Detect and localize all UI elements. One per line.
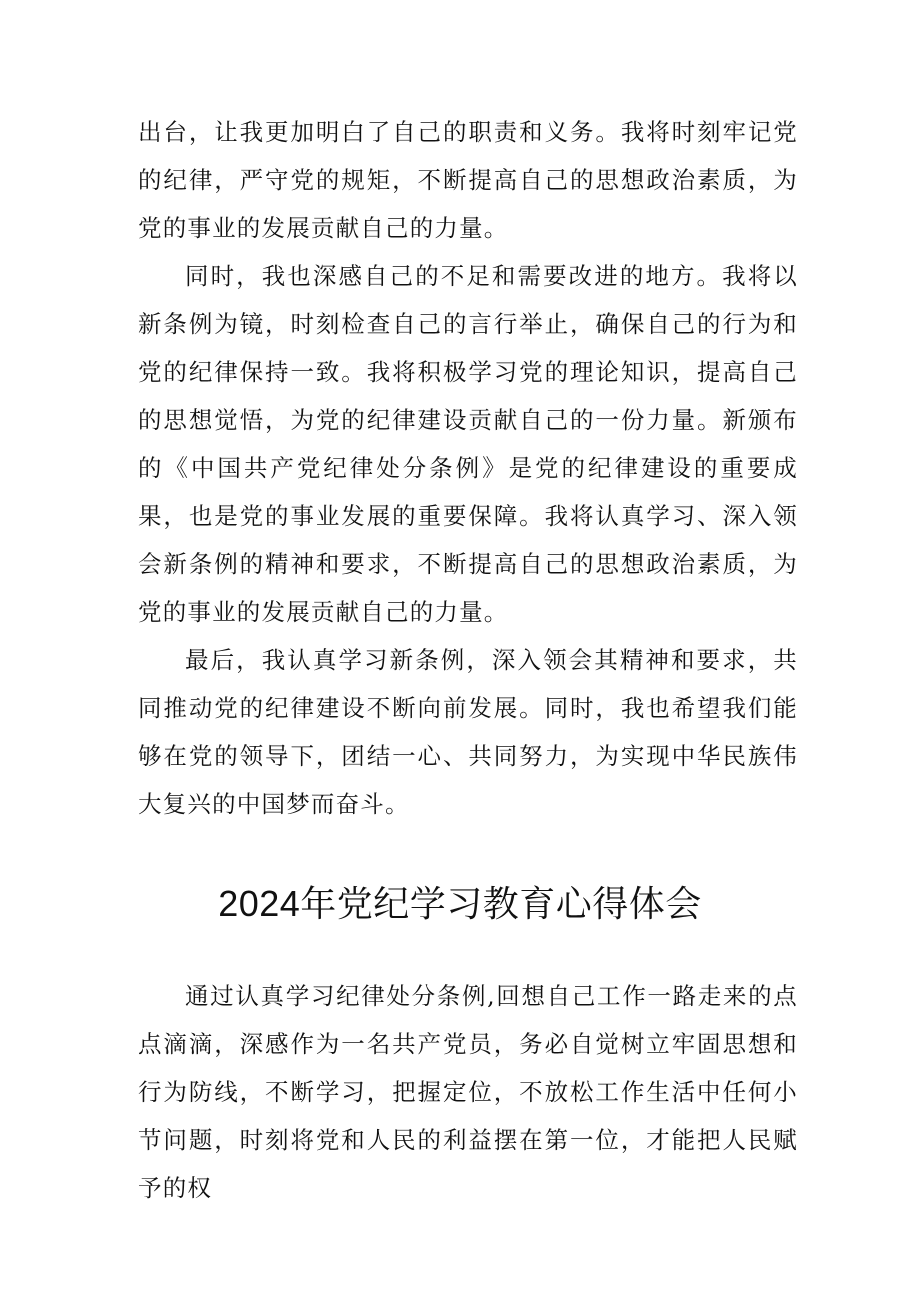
paragraph-intro: 通过认真学习纪律处分条例,回想自己工作一路走来的点点滴滴，深感作为一名共产党员，务必自觉树立牢固思想和行为防线，不断学习，把握定位，不放松工作生活中任何小节问题，时刻将党和人民的利益摆在第一位，才能把人民赋予的权: [138, 982, 798, 1202]
paragraph-self-reflection: 同时，我也深感自己的不足和需要改进的地方。我将以新条例为镜，时刻检查自己的言行举止，确保自己的行为和党的纪律保持一致。我将积极学习党的理论知识，提高自己的思想觉悟，为党的纪律建设贡献自己的一份力量。新颁布的《中国共产党纪律处分条例》是党的纪律建设的重要成果，也是党的事业发展的重要保障。我将认真学习、深入领会新条例的精神和要求，不断提高自己的思想政治素质，为党的事业的发展贡献自己的力量。: [138, 262, 798, 626]
section-heading: 2024年党纪学习教育心得体会: [218, 883, 702, 924]
paragraph-continuation: 出台，让我更加明白了自己的职责和义务。我将时刻牢记党的纪律，严守党的规矩，不断提高自己的思想政治素质，为党的事业的发展贡献自己的力量。: [138, 118, 798, 242]
paragraph-conclusion: 最后，我认真学习新条例，深入领会其精神和要求，共同推动党的纪律建设不断向前发展。同时，我也希望我们能够在党的领导下，团结一心、共同努力，为实现中华民族伟大复兴的中国梦而奋斗。: [138, 646, 798, 818]
